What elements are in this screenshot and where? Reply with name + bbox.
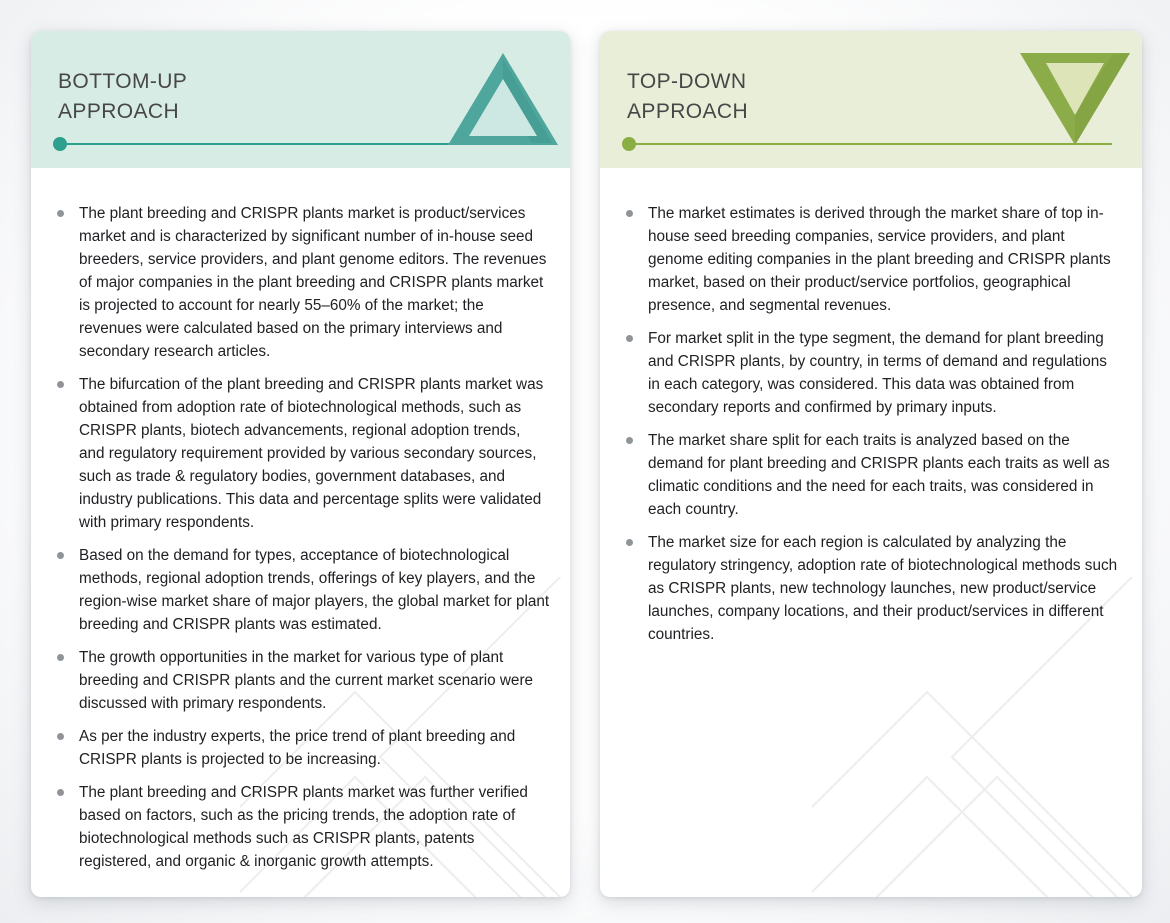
bullet-list [600, 202, 1142, 646]
top-down-approach-card [600, 31, 1142, 897]
bullet-item: The bifurcation of the plant breeding and CRISPR plants market was obtained from adoption rate of biotechnological methods, such as CRISPR plants, biotech advancements, regional adoption trends, and regulatory requirement provided by various secondary sources, such as trade & regulatory bodies, government databases, and industry publications. This data and percentage splits were validated with primary respondents. [79, 373, 550, 534]
bullet-item: The growth opportunities in the market for various type of plant breeding and CRISPR plants and the current market scenario were discussed with primary respondents. [79, 646, 550, 715]
bottom-up-body [31, 168, 570, 873]
top-down-body [600, 168, 1142, 646]
bullet-item: As per the industry experts, the price trend of plant breeding and CRISPR plants is projected to be increasing. [79, 725, 550, 771]
bullet-item: For market split in the type segment, the demand for plant breeding and CRISPR plants, by country, in terms of demand and regulations in each category, was considered. This data was obtained from secondary reports and confirmed by primary inputs. [648, 327, 1122, 419]
accent-dot [53, 137, 67, 151]
bullet-list [31, 202, 570, 873]
bullet-item: The market size for each region is calculated by analyzing the regulatory stringency, adoption rate of biotechnological methods such as CRISPR plants, new technology launches, new product/service launches, company locations, and their product/services in different countries. [648, 531, 1122, 646]
title-line-2: APPROACH [627, 100, 749, 123]
down-triangle-icon [1020, 53, 1130, 145]
accent-dot [622, 137, 636, 151]
bottom-up-header [31, 31, 570, 168]
bullet-item: Based on the demand for types, acceptance of biotechnological methods, regional adoption trends, offerings of key players, and the region-wise market share of major players, the global market for plant breeding and CRISPR plants was estimated. [79, 544, 550, 636]
bullet-item: The market share split for each traits is analyzed based on the demand for plant breeding and CRISPR plants each traits as well as climatic conditions and the need for each traits, was considered in each country. [648, 429, 1122, 521]
title-line-1: TOP-DOWN [627, 70, 747, 93]
bullet-item: The plant breeding and CRISPR plants market was further verified based on factors, such as the pricing trends, the adoption rate of biotechnological methods such as CRISPR plants, patents registered, and organic & inorganic growth attempts. [79, 781, 550, 873]
top-down-header [600, 31, 1142, 168]
bullet-item: The plant breeding and CRISPR plants market is product/services market and is characterized by significant number of in-house seed breeders, service providers, and plant genome editors. The revenues of major companies in the plant breeding and CRISPR plants market is projected to account for nearly 55–60% of the market; the revenues were calculated based on the primary interviews and secondary research articles. [79, 202, 550, 363]
title-line-2: APPROACH [58, 100, 180, 123]
bullet-item: The market estimates is derived through the market share of top in-house seed breeding companies, service providers, and plant genome editing companies in the plant breeding and CRISPR plants market, based on their product/service portfolios, geographical presence, and segmental revenues. [648, 202, 1122, 317]
title-line-1: BOTTOM-UP [58, 70, 188, 93]
bottom-up-approach-card [31, 31, 570, 897]
up-triangle-icon [448, 53, 558, 145]
